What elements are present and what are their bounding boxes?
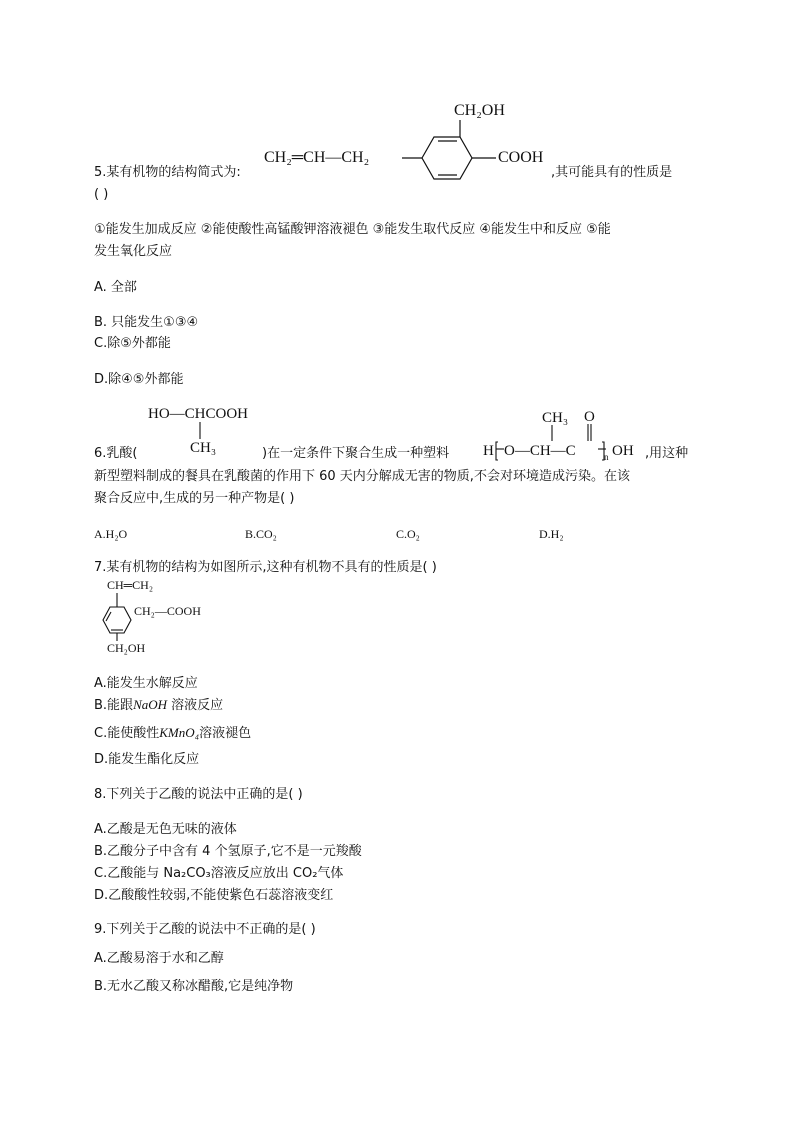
q5-properties-line1: ①能发生加成反应 ②能使酸性高锰酸钾溶液褪色 ③能发生取代反应 ④能发生中和反应 ⑤能 xyxy=(94,222,611,237)
q7-option-b-suffix: 溶液反应 xyxy=(167,698,224,713)
q6-stem-middle: )在一定条件下聚合生成一种塑料 xyxy=(262,446,450,461)
q7-bottom-label: CH₂OH xyxy=(107,641,146,655)
q6-option-d: D.H₂ xyxy=(539,527,564,541)
q6-stem-line2: 新型塑料制成的餐具在乳酸菌的作用下 60 天内分解成无害的物质,不会对环境造成污染。在该 xyxy=(94,469,630,484)
q7-option-a: A.能发生水解反应 xyxy=(94,676,198,691)
q6-polymer-diagram xyxy=(482,402,652,462)
q8-option-b: B.乙酸分子中含有 4 个氢原子,它不是一元羧酸 xyxy=(94,844,362,859)
q9-stem: 9.下列关于乙酸的说法中不正确的是( ) xyxy=(94,922,316,937)
q5-stem-suffix: ,其可能具有的性质是 xyxy=(551,165,673,180)
q9-option-b: B.无水乙酸又称冰醋酸,它是纯净物 xyxy=(94,979,294,994)
q7-structure-diagram xyxy=(98,575,238,657)
q5-stem-prefix: 5.某有机物的结构简式为: xyxy=(94,165,241,180)
q6-stem-suffix: ,用这种 xyxy=(645,446,689,461)
q7-vinyl-label: CH═CH₂ xyxy=(107,578,154,592)
q6-option-c: C.O₂ xyxy=(396,527,420,541)
q9-option-a: A.乙酸易溶于水和乙醇 xyxy=(94,951,224,966)
q6-lactic-bottom: CH₃ xyxy=(190,440,217,456)
q7-option-c xyxy=(94,724,251,743)
q6-polymer-repeat: O—CH—C xyxy=(504,443,576,459)
q6-polymer-left-h: H xyxy=(483,443,494,459)
q6-polymer-n: n xyxy=(604,452,609,462)
q7-option-b-prefix: B.能跟 xyxy=(94,698,134,713)
q5-cooh-label: COOH xyxy=(498,149,544,166)
q5-ch2oh-label: CH₂OH xyxy=(454,102,505,119)
q5-structure-diagram xyxy=(262,96,562,186)
q5-option-c: C.除⑤外都能 xyxy=(94,336,171,351)
q7-benzene-ring xyxy=(103,593,131,641)
q5-option-d: D.除④⑤外都能 xyxy=(94,372,184,387)
q7-option-b xyxy=(94,696,223,715)
q7-stem: 7.某有机物的结构为如图所示,这种有机物不具有的性质是( ) xyxy=(94,560,437,575)
q7-option-c-suffix: 溶液褪色 xyxy=(199,726,252,741)
q7-option-c-prefix: C.能使酸性 xyxy=(94,726,160,741)
q6-option-a: A.H₂O xyxy=(94,527,128,541)
q5-chain-label: CH₂═CH—CH₂ xyxy=(264,149,370,166)
q5-option-a: A. 全部 xyxy=(94,280,137,295)
q6-stem-line3: 聚合反应中,生成的另一种产物是( ) xyxy=(94,491,295,506)
q6-polymer-right-oh: OH xyxy=(612,443,634,459)
q6-lactic-acid-diagram xyxy=(146,402,276,462)
q5-benzene-ring xyxy=(402,120,496,179)
q7-option-b-chem: NaOH xyxy=(133,697,168,712)
q8-option-c: C.乙酸能与 Na₂CO₃溶液反应放出 CO₂气体 xyxy=(94,866,344,881)
q6-option-b: B.CO₂ xyxy=(245,527,277,541)
q8-option-a: A.乙酸是无色无味的液体 xyxy=(94,822,237,837)
q6-polymer-ch3: CH₃ xyxy=(542,410,569,426)
q7-option-c-chem: KMnO₄ xyxy=(159,725,200,740)
q6-stem-prefix: 6.乳酸( xyxy=(94,446,138,461)
q5-answer-paren: ( ) xyxy=(94,187,109,202)
q8-option-d: D.乙酸酸性较弱,不能使紫色石蕊溶液变红 xyxy=(94,888,334,903)
q6-lactic-top: HO—CHCOOH xyxy=(148,406,249,422)
q6-polymer-carbonyl-o: O xyxy=(584,409,595,425)
q5-option-b: B. 只能发生①③④ xyxy=(94,315,199,330)
q7-side-chain-label: CH₂—COOH xyxy=(134,604,201,618)
q8-stem: 8.下列关于乙酸的说法中正确的是( ) xyxy=(94,787,303,802)
q5-properties-line2: 发生氧化反应 xyxy=(94,244,173,259)
q7-option-d: D.能发生酯化反应 xyxy=(94,752,200,767)
